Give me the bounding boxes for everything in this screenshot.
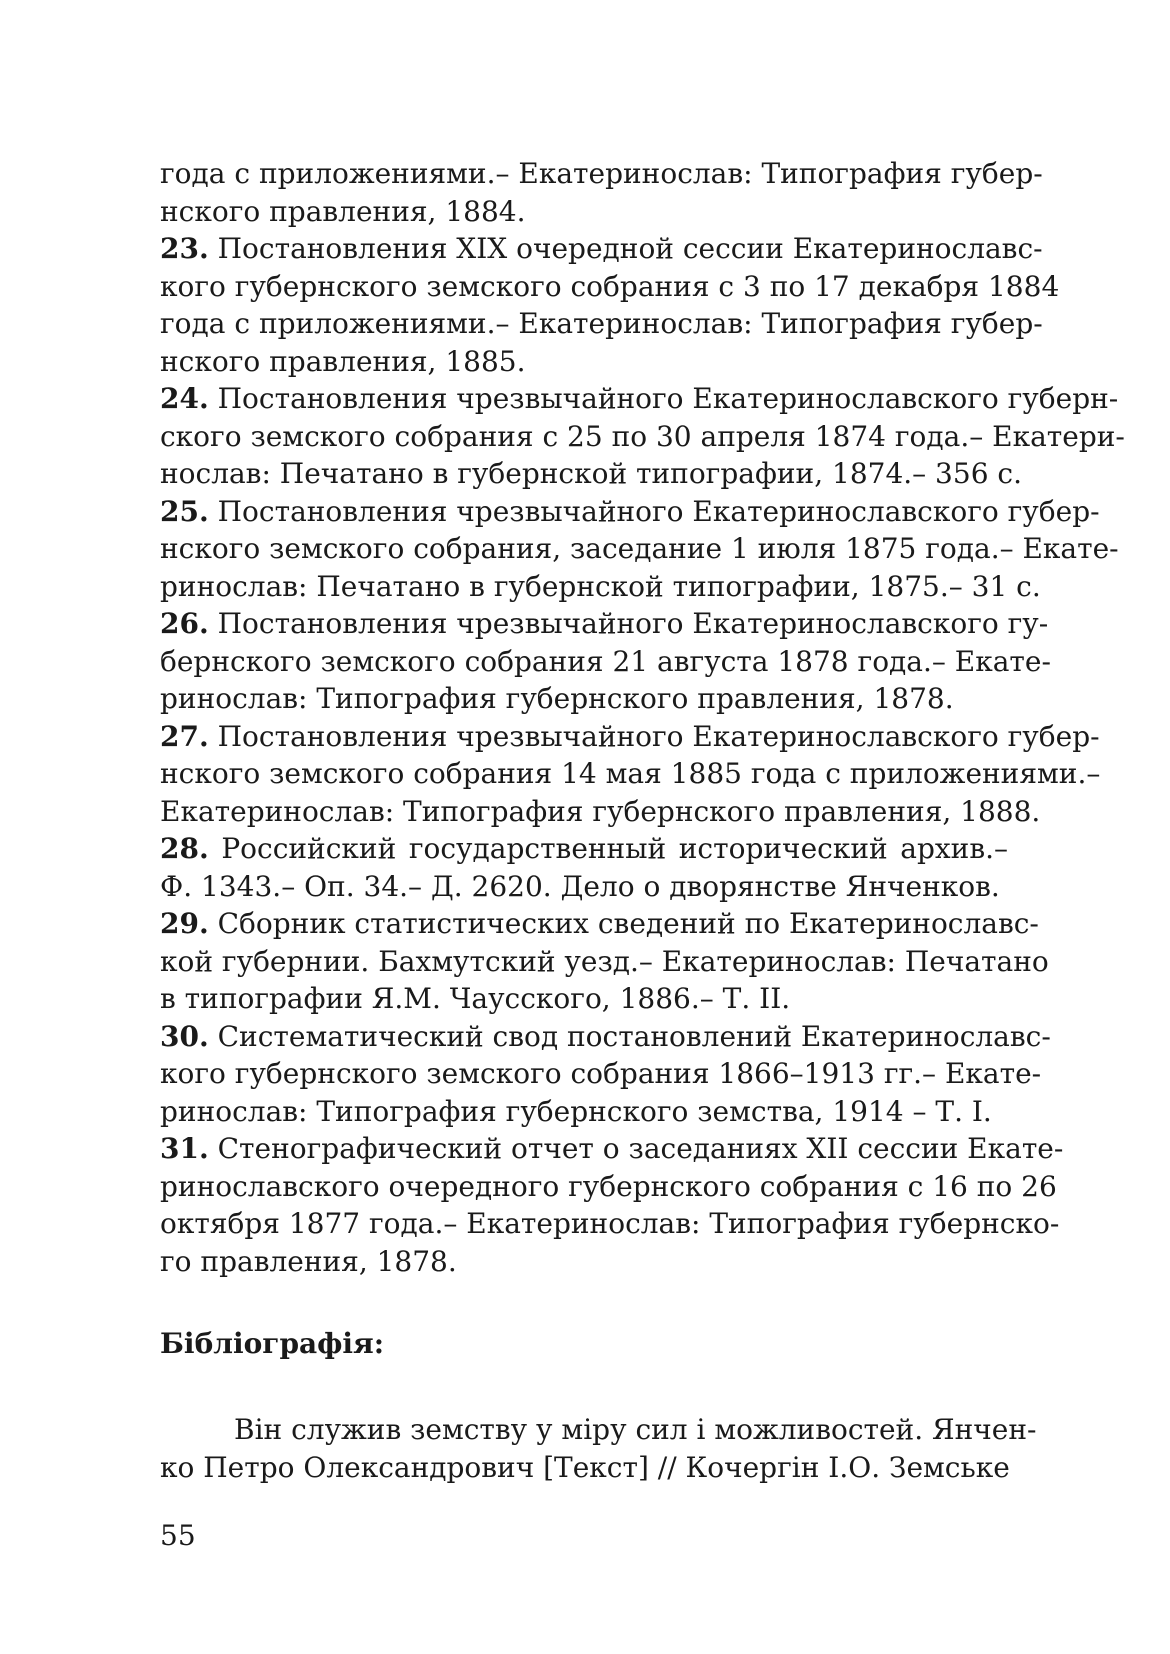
entry-line: Систематический свод постановлений Екатеринославс- [208, 1019, 1051, 1053]
entry-first-line [160, 1130, 1064, 1168]
entry-line: Ф. 1343.– Оп. 34.– Д. 2620. Дело о дворянстве Янченков. [160, 869, 1000, 903]
entry-line: Екатеринослав: Типография губернского правления, 1888. [160, 794, 1041, 828]
entry-line: бернского земского собрания 21 августа 1878 года.– Екате- [160, 644, 1051, 678]
reference-entry [160, 380, 1125, 493]
reference-entry [160, 1130, 1064, 1280]
entry-first-line [160, 830, 1008, 868]
bibliography-line: ко Петро Олександрович [Текст] // Кочергін І.О. Земське [160, 1450, 1010, 1484]
entry-first-line [160, 380, 1119, 418]
entry-first-line [160, 905, 1039, 943]
entry-line: го правления, 1878. [160, 1244, 457, 1278]
bibliography-heading: Бібліографія: [160, 1327, 385, 1360]
entry-first-line [160, 230, 1043, 268]
entry-line: Постановления чрезвычайного Екатеринославского губер- [208, 719, 1100, 753]
entry-line: Постановления чрезвычайного Екатеринославского гу- [208, 607, 1049, 640]
entry-line: нского земского собрания, заседание 1 июля 1875 года.– Екате- [160, 532, 1119, 565]
reference-entry [160, 155, 1043, 230]
entry-number: 31. [160, 1132, 209, 1165]
entry-line: ринослав: Типография губернского земства, 1914 – Т. I. [160, 1094, 992, 1128]
entry-number: 26. [160, 607, 209, 640]
entry-number: 30. [160, 1019, 209, 1053]
entry-line: Постановления чрезвычайного Екатеринославского губерн- [208, 382, 1119, 415]
reference-entry [160, 830, 1008, 905]
entry-first-line [160, 493, 1100, 531]
entry-line: ринославского очередного губернского собрания с 16 по 26 [160, 1169, 1057, 1203]
entry-line: кой губернии. Бахмутский уезд.– Екатеринослав: Печатано [160, 944, 1049, 978]
entry-line: нослав: Печатано в губернской типографии, 1874.– 356 с. [160, 457, 1022, 490]
entry-line: нского земского собрания 14 мая 1885 года с приложениями.– [160, 757, 1101, 790]
reference-entry [160, 1018, 1051, 1131]
entry-line: Стенографический отчет о заседаниях XII сессии Екате- [208, 1132, 1064, 1165]
entry-line: нского правления, 1884. [160, 194, 526, 228]
entry-line: Постановления чрезвычайного Екатеринославского губер- [208, 494, 1100, 528]
bibliography-text [160, 1411, 1037, 1486]
entry-line: года с приложениями.– Екатеринослав: Типография губер- [160, 307, 1043, 340]
entry-line: Сборник статистических сведений по Екатеринославс- [208, 907, 1039, 940]
entry-line: Постановления XIX очередной сессии Екатеринославс- [208, 232, 1043, 265]
entry-line: кого губернского земского собрания 1866–1913 гг.– Екате- [160, 1057, 1042, 1090]
entry-number: 24. [160, 382, 209, 415]
reference-entry [160, 718, 1101, 831]
entry-line: нского правления, 1885. [160, 344, 526, 378]
entry-number: 28. [160, 832, 209, 865]
entry-line: ринослав: Печатано в губернской типографии, 1875.– 31 с. [160, 569, 1041, 603]
entry-line: Российский государственный исторический архив.– [208, 832, 1008, 865]
page-number: 55 [160, 1519, 196, 1552]
reference-entry [160, 230, 1060, 380]
entry-line: ского земского собрания с 25 по 30 апреля 1874 года.– Екатери- [160, 419, 1125, 453]
entry-line: года с приложениями.– Екатеринослав: Типография губер- [160, 157, 1043, 190]
entry-first-line [160, 1018, 1051, 1056]
entry-number: 25. [160, 494, 209, 528]
reference-entry [160, 493, 1119, 606]
bibliography-line: Він служив земству у міру сил і можливостей. Янчен- [234, 1413, 1037, 1446]
entry-number: 29. [160, 907, 209, 940]
references-list [160, 155, 1125, 1280]
entry-line: октября 1877 года.– Екатеринослав: Типография губернско- [160, 1207, 1060, 1240]
entry-first-line [160, 605, 1049, 643]
entry-number: 27. [160, 719, 209, 753]
entry-line: кого губернского земского собрания с 3 по 17 декабря 1884 [160, 269, 1060, 303]
entry-first-line [160, 718, 1100, 756]
reference-entry [160, 605, 1051, 718]
entry-number: 23. [160, 232, 209, 265]
entry-line: ринослав: Типография губернского правления, 1878. [160, 682, 954, 715]
reference-entry [160, 905, 1049, 1018]
entry-line: в типографии Я.М. Чаусского, 1886.– Т. II. [160, 982, 791, 1015]
